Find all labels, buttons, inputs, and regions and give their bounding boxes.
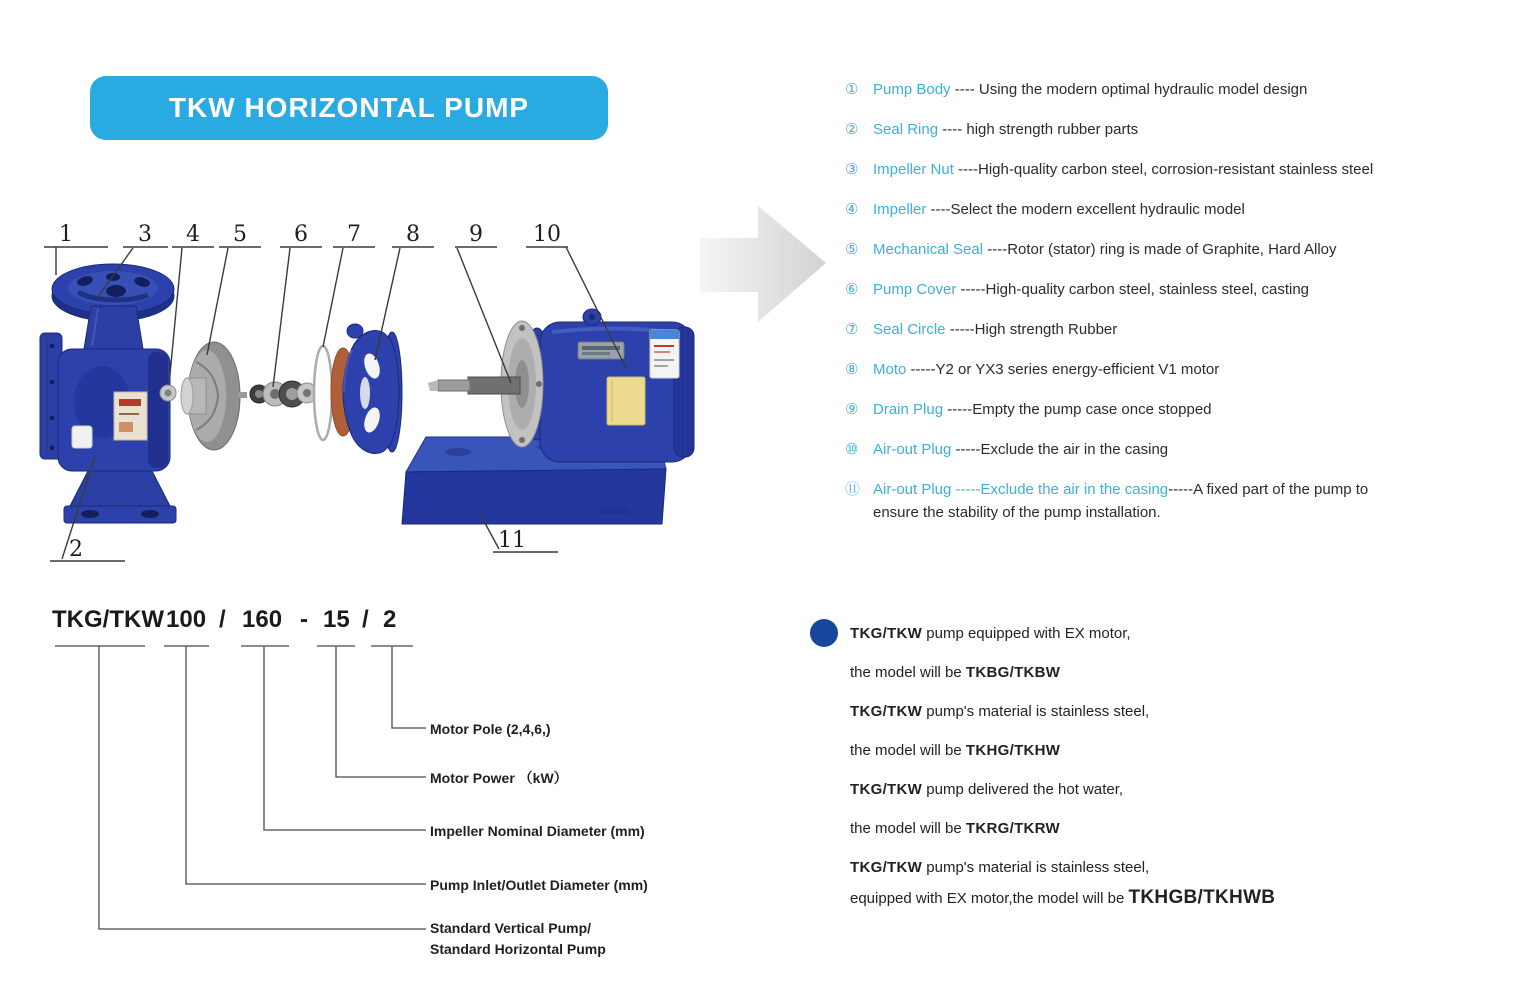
part-number-badge: ⑩ xyxy=(845,440,859,458)
bullet-icon xyxy=(810,619,838,647)
impeller-diameter-label: Impeller Nominal Diameter (mm) xyxy=(430,823,645,839)
part-number-badge: ⑧ xyxy=(845,360,859,378)
part-number-badge: ⑥ xyxy=(845,280,859,298)
part-description: -----Exclude the air in the casing xyxy=(951,441,1169,458)
part-description-line2: ensure the stability of the pump installation. xyxy=(873,504,1161,521)
part-number-badge: ④ xyxy=(845,200,859,218)
part-name: Impeller Nut xyxy=(873,161,954,178)
impeller xyxy=(160,342,247,450)
part-description: -----High strength Rubber xyxy=(945,321,1118,338)
part-description: -----Y2 or YX3 series energy-efficient V1 motor xyxy=(906,361,1220,378)
part-number-badge: ⑤ xyxy=(845,240,859,258)
part-number-badge: ② xyxy=(845,120,859,138)
part-name: Impeller xyxy=(873,201,927,218)
note-line: the model will be TKRG/TKRW xyxy=(850,820,1060,837)
parts-list-item-10 xyxy=(845,438,1510,461)
model-code-inlet: 100 xyxy=(166,606,207,633)
note-line: TKG/TKW pump delivered the hot water, xyxy=(850,781,1124,798)
seal-circle xyxy=(314,346,332,440)
part-label-4: 4 xyxy=(186,222,200,247)
part-description: -----A fixed part of the pump to xyxy=(1168,481,1369,498)
part-name: Seal Circle xyxy=(873,321,946,338)
note-line: the model will be TKHG/TKHW xyxy=(850,742,1061,759)
part-description: -----High-quality carbon steel, stainless steel, casting xyxy=(956,281,1310,298)
part-label-6: 6 xyxy=(294,222,308,247)
note-line: TKG/TKW pump's material is stainless steel, xyxy=(850,703,1150,720)
parts-list-item-3 xyxy=(845,158,1510,181)
parts-list-item-9 xyxy=(845,398,1510,421)
model-code-brand: TKG/TKW xyxy=(52,606,164,633)
parts-list-item-8 xyxy=(845,358,1510,381)
note-line: the model will be TKBG/TKBW xyxy=(850,664,1061,681)
pump-type-label-line1: Standard Vertical Pump/ xyxy=(430,920,592,936)
part-label-11: 11 xyxy=(498,528,526,553)
arrow-icon xyxy=(700,206,826,322)
model-code-separator: - xyxy=(300,606,308,633)
model-code-impeller: 160 xyxy=(242,606,283,633)
part-label-8: 8 xyxy=(406,222,420,247)
pump-cover xyxy=(331,324,402,453)
model-code-lines xyxy=(55,646,426,929)
part-name: Pump Cover xyxy=(873,281,957,298)
motor-power-label: Motor Power （kW） xyxy=(430,770,568,786)
part-description: -----Empty the pump case once stopped xyxy=(943,401,1212,418)
part-number-badge: ③ xyxy=(845,160,859,178)
part-description: ----Rotor (stator) ring is made of Graphite, Hard Alloy xyxy=(983,241,1337,258)
part-label-5: 5 xyxy=(233,222,247,247)
model-code-pole: 2 xyxy=(383,606,397,633)
parts-list-item-7 xyxy=(845,318,1510,341)
part-name: Air-out Plug xyxy=(873,441,952,458)
model-code-power: 15 xyxy=(323,606,350,633)
pump-body xyxy=(40,264,176,523)
part-name: Drain Plug xyxy=(873,401,944,418)
part-label-9: 9 xyxy=(469,222,483,247)
note-line: TKG/TKW pump equipped with EX motor, xyxy=(850,625,1131,642)
part-name: Moto xyxy=(873,361,907,378)
parts-list-item-1 xyxy=(845,78,1510,101)
parts-list-item-4 xyxy=(845,198,1510,221)
part-description: ----Select the modern excellent hydraulic model xyxy=(926,201,1245,218)
part-label-7: 7 xyxy=(347,222,361,247)
part-description: ---- Using the modern optimal hydraulic model design xyxy=(950,81,1308,98)
part-label-10: 10 xyxy=(533,222,561,247)
parts-list xyxy=(845,78,1510,541)
parts-list-item-11 xyxy=(845,478,1510,524)
page-title: TKW HORIZONTAL PUMP xyxy=(168,92,530,123)
part-name: Pump Body xyxy=(873,81,951,98)
pump-type-label xyxy=(430,918,606,960)
inlet-diameter-label: Pump Inlet/Outlet Diameter (mm) xyxy=(430,877,648,893)
part-name: Mechanical Seal xyxy=(873,241,984,258)
mechanical-seal xyxy=(250,381,317,407)
part-label-3: 3 xyxy=(138,222,152,247)
part-number-badge: ⑨ xyxy=(845,400,859,418)
model-code-separator: / xyxy=(219,606,226,633)
part-label-1: 1 xyxy=(59,222,73,247)
part-name: Seal Ring xyxy=(873,121,939,138)
parts-list-item-2 xyxy=(845,118,1510,141)
parts-list-item-5 xyxy=(845,238,1510,261)
parts-list-item-6 xyxy=(845,278,1510,301)
pump-type-label-line2: Standard Horizontal Pump xyxy=(430,941,606,957)
part-number-badge: ⑪ xyxy=(845,480,861,498)
model-code-separator: / xyxy=(362,606,369,633)
part-description: ---- high strength rubber parts xyxy=(938,121,1139,138)
part-number-badge: ⑦ xyxy=(845,320,859,338)
note-line: equipped with EX motor,the model will be TKHGB/TKHWB xyxy=(850,887,1276,908)
motor-pole-label: Motor Pole (2,4,6,) xyxy=(430,721,551,737)
model-variant-notes xyxy=(850,622,1500,926)
part-description: ----High-quality carbon steel, corrosion-resistant stainless steel xyxy=(953,161,1374,178)
part-label-2: 2 xyxy=(69,537,83,562)
part-number-badge: ① xyxy=(845,80,859,98)
note-line: TKG/TKW pump's material is stainless steel, xyxy=(850,859,1150,876)
part-name: Air-out Plug -----Exclude the air in the casing xyxy=(873,481,1169,498)
